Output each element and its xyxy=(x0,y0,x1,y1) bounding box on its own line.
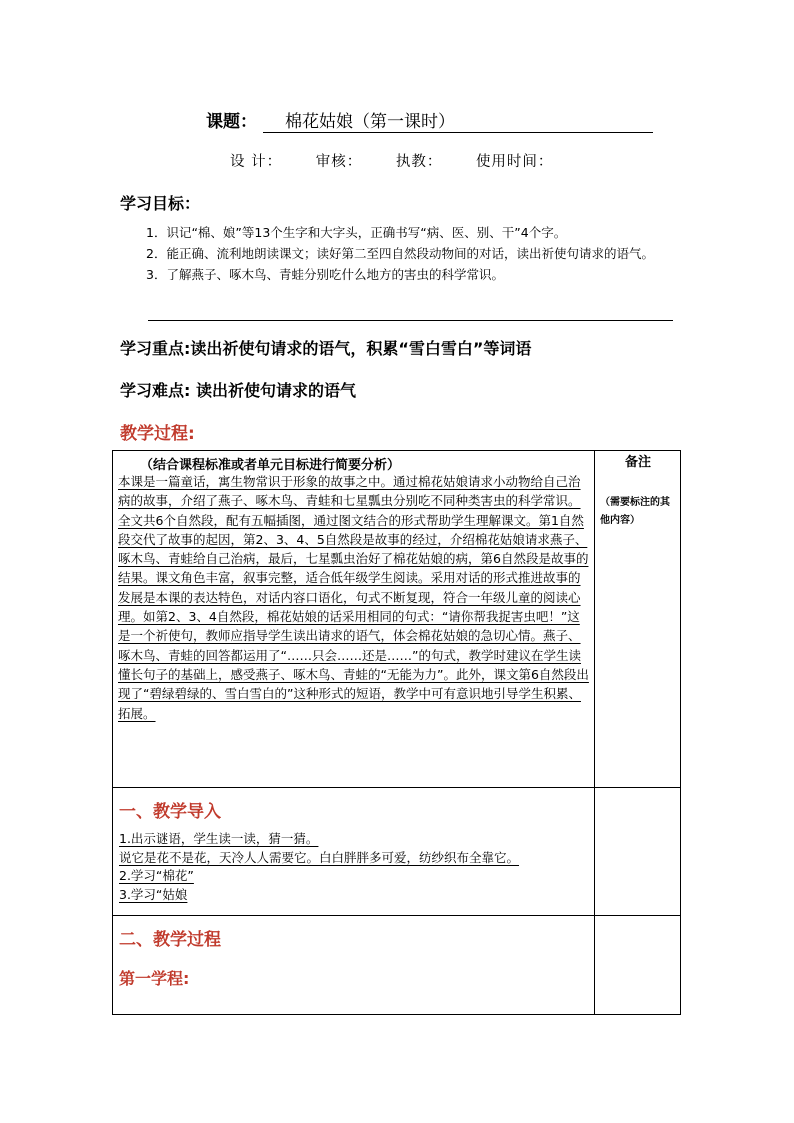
intro-line: 2.学习“棉花” xyxy=(119,868,194,883)
goals-heading: 学习目标： xyxy=(120,194,201,213)
intro-line: 3.学习“姑娘 xyxy=(119,886,188,902)
table-column-divider xyxy=(594,450,595,1015)
goals-list xyxy=(120,222,680,285)
note-heading-text: 备注 xyxy=(624,455,651,470)
goal-item: 2．能正确、流利地朗读课文；读好第二至四自然段动物间的对话，读出祈使句请求的语气。 xyxy=(146,246,654,261)
learning-difficulty: 学习难点: 读出祈使句请求的语气 xyxy=(120,381,356,400)
goal-item: 1．识记“棉、娘”等13个生字和大字头，正确书写“病、医、别、干”4个字。 xyxy=(146,225,567,240)
meta-time: 使用时间： xyxy=(475,154,554,170)
title-value: 棉花姑娘（第一课时） xyxy=(263,107,653,133)
note-heading xyxy=(598,454,678,472)
step-one-heading: 第一学程: xyxy=(119,969,190,988)
lesson-title xyxy=(206,107,653,133)
note-subtitle: （需要标注的其他内容） xyxy=(600,497,670,526)
intro-line: 说它是花不是花，天冷人人需要它。白白胖胖多可爱，纺纱织布全靠它。 xyxy=(119,849,520,865)
analysis-paragraph: 本课是一篇童话，寓生物常识于形象的故事之中。通过棉花姑娘请求小动物给自己治病的故事，介绍了燕子、啄木鸟、青蛙和七星瓢虫分别吃不同种类害虫的科学常识。 xyxy=(118,474,581,509)
meta-teacher: 执教： xyxy=(395,154,443,170)
learning-focus: 学习重点:读出祈使句请求的语气，积累“雪白雪白”等词语 xyxy=(120,339,532,358)
analysis-paragraph: 全文共6个自然段，配有五幅插图，通过图文结合的形式帮助学生理解课文。第1自然段交代了故事的起因，第2、3、4、5自然段是故事的经过，介绍棉花姑娘请求燕子、啄木鸟、青蛙给自己治病，最后，七星瓢虫治好了棉花姑娘的病，第6自然段是故事的结果。课文角色丰富，叙事完整，适合低年级学生阅读。采用对话的形式推进故事的发展是本课的表达特色，对话内容口语化，句式不断复现，符合一年级儿童的阅读心理。如第2、3、4自然段，棉花姑娘的话采用相同的句式：“请你帮我捉害虫吧！”这是一个祈使句，教师应指导学生读出请求的语气，体会棉花姑娘的急切心情。燕子、啄木鸟、青蛙的回答都运用了“……只会……还是……”的句式，教学时建议在学生读懂长句子的基础上，感受燕子、啄木鸟、青蛙的“无能为力”。此外，课文第6自然段出现了“碧绿碧绿的、雪白雪白的”这种形式的短语，教学中可有意识地引导学生积累、拓展。 xyxy=(118,512,589,721)
intro-line: 1.出示谜语，学生读一读，猜一猜。 xyxy=(119,831,319,846)
section-intro-heading: 一、教学导入 xyxy=(119,802,221,822)
meta-row xyxy=(230,150,581,171)
goal-item: 3．了解燕子、啄木鸟、青蛙分别吃什么地方的害虫的科学常识。 xyxy=(146,267,504,282)
table-row-divider xyxy=(112,915,681,916)
title-label: 课题： xyxy=(206,112,257,132)
divider xyxy=(148,320,673,321)
intro-lines xyxy=(119,830,589,904)
analysis-text xyxy=(118,472,590,723)
meta-review: 审核： xyxy=(315,154,363,170)
section-process-heading: 二、教学过程 xyxy=(119,930,221,950)
table-row-divider xyxy=(112,787,681,788)
process-heading: 教学过程: xyxy=(120,424,195,444)
meta-design: 设 计： xyxy=(230,154,283,170)
analysis-heading: （结合课程标准或者单元目标进行简要分析） xyxy=(140,458,401,473)
